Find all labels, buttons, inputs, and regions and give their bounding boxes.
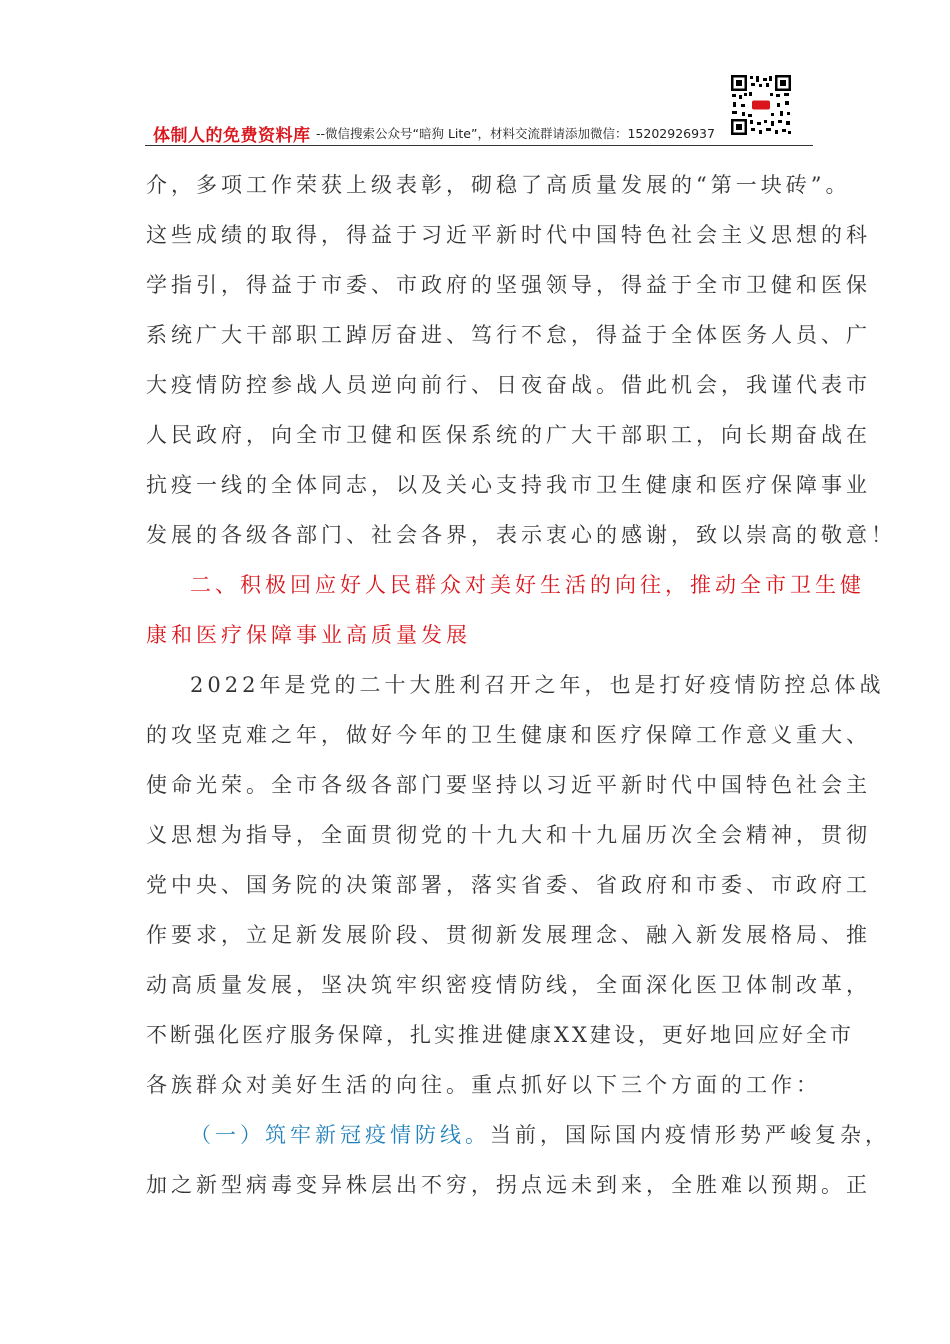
paragraph-line: 各族群众对美好生活的向往。重点抓好以下三个方面的工作： [146, 1073, 821, 1097]
paragraph-line: 义思想为指导，全面贯彻党的十九大和十九届历次全会精神，贯彻 [146, 823, 871, 847]
paragraph-line: 人民政府，向全市卫健和医保系统的广大干部职工，向长期奋战在 [146, 423, 871, 447]
section-heading-line: 康和医疗保障事业高质量发展 [146, 623, 471, 647]
subsection-lead: 当前，国际国内疫情形势严峻复杂， [490, 1123, 890, 1147]
section-heading-line: 二、积极回应好人民群众对美好生活的向往，推动全市卫生健 [190, 573, 865, 597]
paragraph-line: 发展的各级各部门、社会各界，表示衷心的感谢，致以崇高的敬意！ [146, 523, 896, 547]
paragraph-line: 使命光荣。全市各级各部门要坚持以习近平新时代中国特色社会主 [146, 773, 871, 797]
subsection-line [190, 1122, 890, 1148]
paragraph-line: 加之新型病毒变异株层出不穷，拐点远未到来，全胜难以预期。正 [146, 1173, 871, 1197]
paragraph-line: 介，多项工作荣获上级表彰，砌稳了高质量发展的“第一块砖”。 [146, 173, 851, 197]
header-note: --微信搜索公众号“暗狗 Lite”，材料交流群请添加微信：15202926937 [316, 126, 715, 141]
paragraph-line: 系统广大干部职工踔厉奋进、笃行不怠，得益于全体医务人员、广 [146, 323, 871, 347]
paragraph-line: 动高质量发展，坚决筑牢织密疫情防线，全面深化医卫体制改革， [146, 973, 871, 997]
paragraph-line: 作要求，立足新发展阶段、贯彻新发展理念、融入新发展格局、推 [146, 923, 871, 947]
subsection-title: （一）筑牢新冠疫情防线。 [190, 1123, 490, 1147]
brand-title: 体制人的免费资料库 [153, 126, 311, 146]
paragraph-line: 的攻坚克难之年，做好今年的卫生健康和医疗保障工作意义重大、 [146, 723, 871, 747]
paragraph-line: 抗疫一线的全体同志，以及关心支持我市卫生健康和医疗保障事业 [146, 473, 871, 497]
paragraph-line: 学指引，得益于市委、市政府的坚强领导，得益于全市卫健和医保 [146, 273, 871, 297]
paragraph-line: 不断强化医疗服务保障，扎实推进健康XX建设，更好地回应好全市 [146, 1023, 854, 1047]
paragraph-line: 大疫情防控参战人员逆向前行、日夜奋战。借此机会，我谨代表市 [146, 373, 871, 397]
paragraph-line: 这些成绩的取得，得益于习近平新时代中国特色社会主义思想的科 [146, 223, 871, 247]
paragraph-line: 2022年是党的二十大胜利召开之年，也是打好疫情防控总体战 [190, 673, 885, 697]
paragraph-line: 党中央、国务院的决策部署，落实省委、省政府和市委、市政府工 [146, 873, 871, 897]
